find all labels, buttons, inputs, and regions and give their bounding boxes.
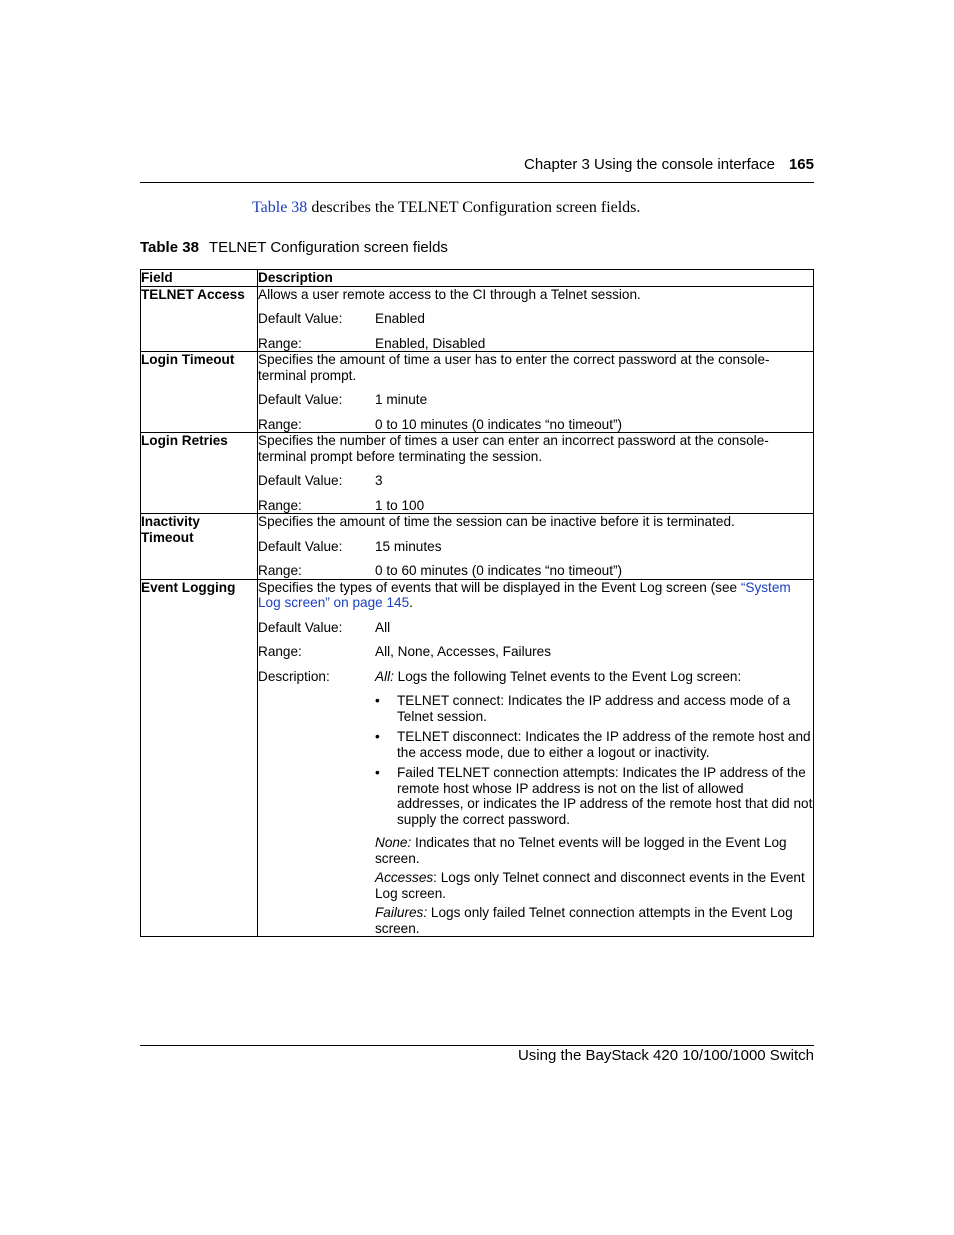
description-label: Description: (258, 668, 330, 684)
accesses-option (375, 870, 813, 901)
default-value: 1 minute (375, 392, 428, 407)
running-footer: Using the BayStack 420 10/100/1000 Switch (517, 1047, 814, 1064)
column-header-description: Description (258, 270, 814, 287)
default-label: Default Value: (258, 392, 343, 407)
default-label: Default Value: (258, 538, 343, 554)
range-row (258, 417, 813, 433)
field-name-line: Timeout (141, 529, 194, 545)
range-value: 1 to 100 (375, 497, 425, 513)
table-row (141, 286, 814, 352)
default-value-row (258, 539, 813, 555)
range-value: All, None, Accesses, Failures (375, 644, 552, 659)
header-rule (140, 182, 814, 183)
default-value-row (258, 620, 813, 636)
event-bullet-list (375, 693, 813, 827)
description-text: Allows a user remote access to the CI through a Telnet session. (258, 286, 641, 302)
description-text-part: . (409, 595, 413, 610)
table-row (141, 433, 814, 514)
range-label: Range: (258, 563, 302, 578)
list-item: • TELNET disconnect: Indicates the IP address of the remote host and the access mode, due to either a logout or inactivity. (375, 729, 813, 760)
field-name: Login Timeout (141, 352, 258, 433)
field-description (258, 579, 814, 937)
description-text-part: Specifies the types of events that will be displayed in the Event Log screen (see (258, 579, 741, 595)
default-label: Default Value: (258, 311, 343, 326)
none-option (375, 835, 813, 866)
range-label: Range: (258, 644, 302, 659)
option-term: Accesses (375, 870, 434, 885)
system-log-screen-link[interactable]: “System Log screen” on page 145 (258, 579, 791, 610)
range-label: Range: (258, 497, 302, 513)
table-header-row (141, 270, 814, 287)
option-text: : Logs only Telnet connect and disconnect events in the Event Log screen. (375, 870, 805, 901)
range-row (258, 498, 813, 514)
field-name: TELNET Access (141, 286, 258, 352)
default-value: 3 (375, 473, 383, 488)
table-row (141, 579, 814, 937)
option-term: All: (375, 668, 394, 684)
default-value-row (258, 392, 813, 408)
description-text: Specifies the amount of time the session can be inactive before it is terminated. (258, 514, 735, 529)
field-description (258, 352, 814, 433)
failures-option (375, 905, 813, 936)
default-value: All (375, 619, 391, 635)
list-item: • TELNET connect: Indicates the IP address and access mode of a Telnet session. (375, 693, 813, 724)
column-header-field: Field (141, 270, 258, 287)
description-text: Specifies the amount of time a user has to enter the correct password at the console-terminal prompt. (258, 352, 770, 383)
field-description (258, 433, 814, 514)
option-text: Logs only failed Telnet connection attempts in the Event Log screen. (375, 905, 793, 936)
description-row (258, 669, 813, 937)
range-row (258, 563, 813, 579)
range-label: Range: (258, 335, 302, 351)
range-row (258, 644, 813, 660)
description-text (258, 580, 813, 611)
table-row (141, 514, 814, 580)
default-value: 15 minutes (375, 538, 442, 554)
option-term: None: (375, 835, 412, 850)
running-header (524, 156, 814, 173)
field-description (258, 286, 814, 352)
table-row (141, 352, 814, 433)
table-caption (140, 239, 448, 256)
field-name (141, 514, 258, 580)
list-item: • Failed TELNET connection attempts: Indicates the IP address of the remote host whose IP address is not on the list of allowed addresses, or indicates the IP address of the remote host that did not supply the correct password. (375, 765, 813, 827)
default-value-row (258, 473, 813, 489)
field-name-line: Inactivity (141, 514, 200, 529)
range-value: 0 to 60 minutes (0 indicates “no timeout”) (375, 563, 623, 578)
caption-label: Table 38 (140, 239, 199, 256)
default-label: Default Value: (258, 473, 343, 488)
option-text: Indicates that no Telnet events will be logged in the Event Log screen. (375, 835, 787, 866)
default-label: Default Value: (258, 619, 343, 635)
option-term: Failures: (375, 905, 428, 920)
intro-paragraph (252, 199, 640, 217)
field-name: Event Logging (141, 579, 258, 937)
field-description (258, 514, 814, 580)
default-value: Enabled (375, 311, 425, 326)
field-name: Login Retries (141, 433, 258, 514)
footer-rule (140, 1045, 814, 1046)
intro-text: describes the TELNET Configuration screen fields. (307, 199, 641, 216)
range-value: Enabled, Disabled (375, 335, 486, 351)
chapter-title: Chapter 3 Using the console interface (523, 156, 775, 173)
range-row (258, 336, 813, 352)
caption-title: TELNET Configuration screen fields (208, 239, 448, 256)
option-text: Logs the following Telnet events to the Event Log screen: (393, 668, 742, 684)
page-number: 165 (788, 156, 814, 173)
table-38-link[interactable]: Table 38 (252, 199, 308, 216)
description-text: Specifies the number of times a user can enter an incorrect password at the console-terminal prompt before terminating the session. (258, 433, 769, 464)
description-value (375, 669, 813, 937)
all-option (375, 669, 813, 685)
range-value: 0 to 10 minutes (0 indicates “no timeout”) (375, 416, 623, 432)
default-value-row (258, 311, 813, 327)
range-label: Range: (258, 416, 302, 432)
telnet-config-table (140, 269, 814, 937)
